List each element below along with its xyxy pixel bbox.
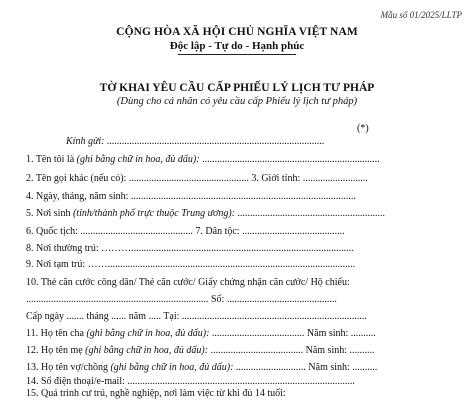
field-5 [26, 208, 460, 220]
field-15: 15. Quá trình cư trú, nghề nghiệp, nơi làm việc từ khi đủ 14 tuổi: [26, 388, 286, 399]
field-13 [26, 362, 460, 374]
field-1-dots: ....................................................................... [199, 154, 380, 165]
field-4: 4. Ngày, tháng, năm sinh: .......................................................................................... [26, 191, 356, 202]
nation-name: CỘNG HÒA XÃ HỘI CHỦ NGHĨA VIỆT NAM [116, 26, 358, 38]
form-subtitle: (Dùng cho cá nhân có yêu cầu cấp Phiếu lý lịch tư pháp) [116, 96, 358, 107]
field-12 [26, 345, 460, 357]
field-5-dots: ........................................................... [235, 208, 386, 219]
field-12-label: 12. Họ tên mẹ [26, 345, 86, 356]
field-12-hint: (ghi bằng chữ in hoa, đủ dấu): [85, 345, 209, 356]
motto-underline [178, 54, 296, 55]
field-1-hint: (ghi bằng chữ in hoa, đủ dấu): [76, 154, 200, 165]
field-5-label: 5. Nơi sinh [26, 208, 73, 219]
field-1-label: 1. Tên tôi là [26, 154, 77, 165]
field-10-number: ......................................................................... Số: ............................................ [26, 294, 337, 305]
field-9: 9. Nơi tạm trú: ……................................................................................................... [26, 259, 356, 270]
kinh-gui-line: Kính gửi: ....................................................................................... [66, 136, 325, 147]
form-code: Mẫu số 01/2025/LLTP [380, 10, 462, 20]
field-11-hint: (ghi bằng chữ in hoa, đủ dấu): [86, 328, 210, 339]
field-12-dots: ..................................... Năm sinh: .......... [208, 345, 375, 356]
field-5-hint: (tỉnh/thành phố trực thuộc Trung ương): [72, 208, 236, 219]
field-8: 8. Nơi thường trú: ………......................................................................................... [26, 243, 354, 254]
star-note: (*) [357, 123, 369, 134]
field-14: 14. Số điện thoại/e-mail: ........................................................................................... [26, 376, 355, 387]
field-11-dots: ..................................... Năm sinh: .......... [209, 328, 376, 339]
field-10-issue: Cấp ngày ....... tháng ...... năm ..... Tại: .......................................................................... [26, 311, 367, 322]
field-11-label: 11. Họ tên cha [26, 328, 87, 339]
field-2-3: 2. Tên gọi khác (nếu có): ................................................ 3. Giới tính: .......................... [26, 173, 368, 184]
form-title: TỜ KHAI YÊU CẦU CẤP PHIẾU LÝ LỊCH TƯ PHÁP [99, 82, 375, 94]
field-1 [26, 154, 460, 166]
motto: Độc lập - Tự do - Hạnh phúc [169, 40, 305, 52]
national-header [0, 26, 474, 55]
field-11 [26, 328, 460, 340]
field-13-hint: (ghi bằng chữ in hoa, đủ dấu): [110, 362, 234, 373]
field-13-dots: ............................ Năm sinh: .......... [233, 362, 378, 373]
field-6-7: 6. Quốc tịch: ............................................. 7. Dân tộc: ......................................... [26, 226, 345, 237]
field-10: 10. Thẻ căn cước công dân/ Thẻ căn cước/ Giấy chứng nhận căn cước/ Hộ chiếu: [26, 277, 350, 288]
field-13-label: 13. Họ tên vợ/chồng [26, 362, 111, 373]
